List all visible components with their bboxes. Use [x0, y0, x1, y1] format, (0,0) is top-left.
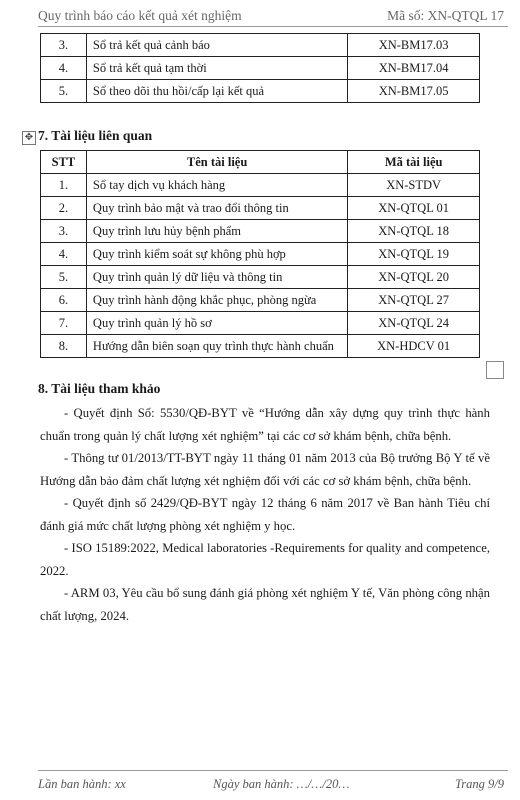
row-stt: 3. — [41, 220, 87, 243]
row-name: Sổ trả kết quả cảnh báo — [86, 34, 347, 57]
footer-edition: Lần ban hành: xx — [38, 777, 126, 791]
col-header-stt: STT — [41, 151, 87, 174]
col-header-code: Mã tài liệu — [348, 151, 480, 174]
page-footer — [38, 770, 508, 793]
row-stt: 8. — [41, 335, 87, 358]
row-stt: 1. — [41, 174, 87, 197]
reference-item: - ARM 03, Yêu cầu bổ sung đánh giá phòng xét nghiệm Y tế, Văn phòng công nhận chất lượng, 2024. — [40, 586, 490, 623]
reference-item: - Thông tư 01/2013/TT-BYT ngày 11 tháng 01 năm 2013 của Bộ trưởng Bộ Y tế về Hướng dẫn bảo đảm chất lượng xét nghiệm đối với các cơ sở khám bệnh, chữa bệnh. — [40, 451, 490, 488]
table-row — [41, 57, 480, 80]
table-row — [41, 243, 480, 266]
row-code: XN-QTQL 19 — [348, 243, 480, 266]
row-code: XN-QTQL 27 — [348, 289, 480, 312]
references-list — [40, 402, 490, 627]
footer-page-number: Trang 9/9 — [455, 777, 504, 791]
row-stt: 5. — [41, 80, 87, 103]
row-name: Hướng dẫn biên soạn quy trình thực hành chuẩn — [86, 335, 347, 358]
row-name: Quy trình hành động khắc phục, phòng ngừa — [86, 289, 347, 312]
row-code: XN-BM17.05 — [348, 80, 480, 103]
table-resize-handle[interactable] — [486, 361, 504, 379]
table-row — [41, 197, 480, 220]
row-name: Quy trình quản lý dữ liệu và thông tin — [86, 266, 347, 289]
row-name: Quy trình lưu hủy bệnh phẩm — [86, 220, 347, 243]
row-code: XN-BM17.04 — [348, 57, 480, 80]
row-name: Sổ trả kết quả tạm thời — [86, 57, 347, 80]
row-stt: 6. — [41, 289, 87, 312]
row-stt: 5. — [41, 266, 87, 289]
row-name: Quy trình kiểm soát sự không phù hợp — [86, 243, 347, 266]
row-stt: 2. — [41, 197, 87, 220]
row-stt: 3. — [41, 34, 87, 57]
reference-item: - Quyết định số 2429/QĐ-BYT ngày 12 tháng 6 năm 2017 về Ban hành Tiêu chí đánh giá mức chất lượng phòng xét nghiệm y học. — [40, 496, 490, 533]
section-8-title: 8. Tài liệu tham khảo — [38, 381, 161, 396]
row-code: XN-QTQL 18 — [348, 220, 480, 243]
row-name: Sổ tay dịch vụ khách hàng — [86, 174, 347, 197]
table-row — [41, 335, 480, 358]
section-7-title: 7. Tài liệu liên quan — [38, 128, 153, 143]
table-row — [41, 312, 480, 335]
page-header — [38, 6, 508, 27]
footer-issue-date: Ngày ban hành: …/…/20… — [213, 777, 350, 791]
col-header-name: Tên tài liệu — [86, 151, 347, 174]
header-code: Mã số: XN-QTQL 17 — [387, 8, 504, 23]
row-stt: 7. — [41, 312, 87, 335]
table-row — [41, 289, 480, 312]
table-row — [41, 266, 480, 289]
row-name: Quy trình bảo mật và trao đổi thông tin — [86, 197, 347, 220]
reference-item: - Quyết định Số: 5530/QĐ-BYT về “Hướng dẫn xây dựng quy trình thực hành chuẩn trong quản lý chất lượng xét nghiệm” tại các cơ sở khám bệnh, chữa bệnh. — [40, 406, 490, 443]
row-name: Quy trình quản lý hồ sơ — [86, 312, 347, 335]
reference-item: - ISO 15189:2022, Medical laboratories -Requirements for quality and competence, 2022. — [40, 541, 490, 578]
forms-table — [40, 33, 480, 103]
row-stt: 4. — [41, 57, 87, 80]
table-row — [41, 80, 480, 103]
row-name: Sổ theo dõi thu hồi/cấp lại kết quả — [86, 80, 347, 103]
row-code: XN-BM17.03 — [348, 34, 480, 57]
table-move-handle-icon[interactable]: ✥ — [22, 131, 36, 145]
table-row — [41, 34, 480, 57]
related-docs-table — [40, 150, 480, 358]
table-row — [41, 174, 480, 197]
table-row — [41, 220, 480, 243]
row-code: XN-STDV — [348, 174, 480, 197]
row-code: XN-QTQL 01 — [348, 197, 480, 220]
row-code: XN-QTQL 24 — [348, 312, 480, 335]
header-title: Quy trình báo cáo kết quả xét nghiệm — [38, 8, 242, 23]
row-code: XN-QTQL 20 — [348, 266, 480, 289]
row-code: XN-HDCV 01 — [348, 335, 480, 358]
table-header-row — [41, 151, 480, 174]
row-stt: 4. — [41, 243, 87, 266]
